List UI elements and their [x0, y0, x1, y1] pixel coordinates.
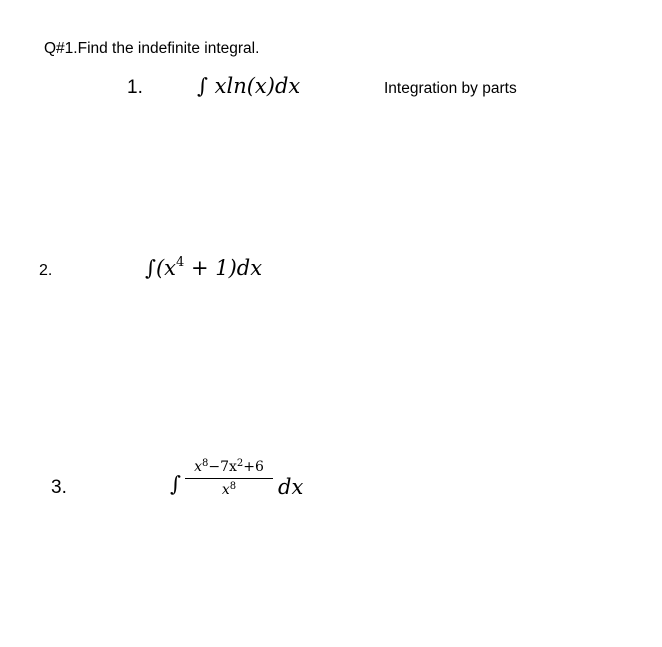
fraction-bar	[185, 478, 273, 479]
integral-sign: ∫	[145, 256, 156, 280]
problem-2-expression	[145, 256, 262, 280]
problem-2-number: 2.	[39, 262, 53, 279]
problem-2-open: (x	[155, 256, 176, 280]
problem-1-integrand: xln(x)dx	[214, 74, 301, 98]
problem-2-exponent: 4	[176, 255, 185, 270]
problem-3-denominator: $x^8$	[221, 481, 237, 498]
problem-3-number: 3.	[51, 477, 67, 498]
problem-1-number: 1.	[127, 77, 143, 98]
problem-1-note: Integration by parts	[384, 80, 517, 97]
problem-3-differential: dx	[278, 475, 304, 499]
problem-2-rest: + 1)dx	[184, 256, 263, 280]
problem-3-numerator: $x^8-7x^2+6$	[194, 458, 264, 475]
problem-3-fraction	[185, 458, 273, 499]
integral-sign: ∫	[170, 472, 181, 496]
question-heading: Q#1.Find the indefinite integral.	[44, 40, 260, 57]
integral-sign: ∫	[197, 74, 208, 98]
problem-1-expression	[197, 74, 300, 98]
